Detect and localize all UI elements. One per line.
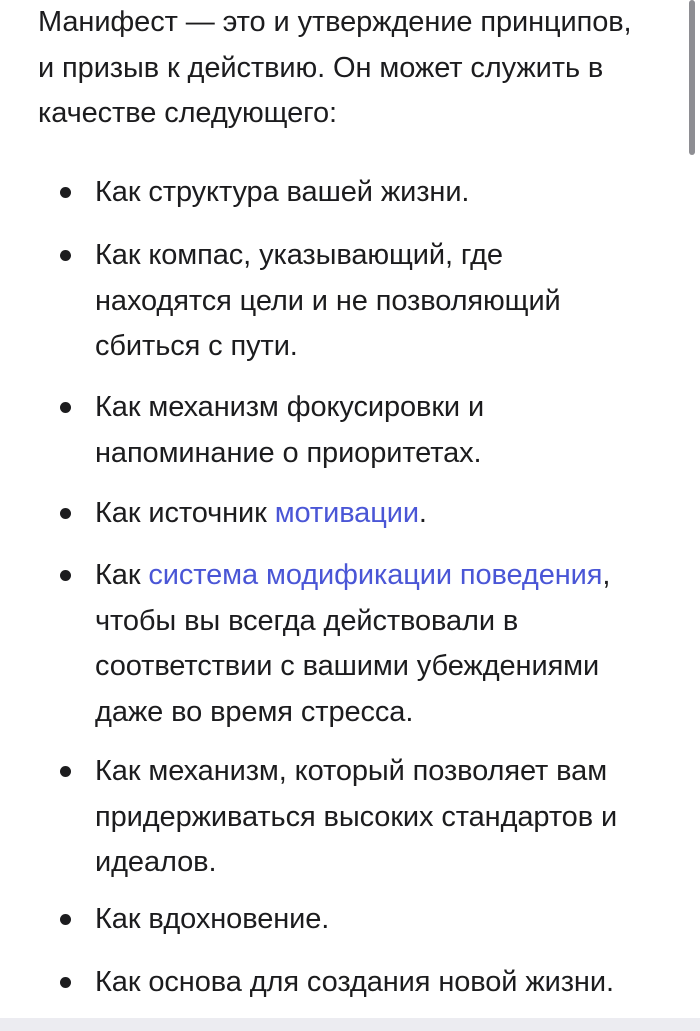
bullet-dot-icon [60, 766, 71, 777]
list-item-prefix: Как [95, 559, 149, 591]
list-item-line: напоминание о приоритетах. [95, 436, 482, 469]
list-item-line: Как механизм, который позволяет вам [95, 755, 608, 787]
bullet-dot-icon [60, 187, 71, 198]
bottom-toolbar-edge [0, 1018, 700, 1031]
list-item-line: придерживаться высоких стандартов и [95, 800, 618, 833]
bullet-dot-icon [60, 508, 71, 519]
intro-line: и призыв к действию. Он может служить в [38, 51, 604, 84]
list-item-line: чтобы вы всегда действовали в [95, 604, 519, 637]
intro-paragraph [38, 0, 678, 137]
list-item-text [95, 170, 685, 216]
list-item-text [95, 749, 685, 886]
bullet-dot-icon [60, 402, 71, 413]
motivation-link[interactable]: мотивации [274, 497, 419, 529]
list-item-line: даже во время стресса. [95, 695, 414, 728]
list-item-line: находятся цели и не позволяющий [95, 284, 561, 317]
bullet-dot-icon [60, 977, 71, 988]
list-item-text [95, 491, 685, 537]
list-item-suffix: . [418, 497, 427, 529]
list-item-text [95, 553, 685, 735]
bullet-dot-icon [60, 250, 71, 261]
list-item-line: сбиться с пути. [95, 330, 298, 362]
list-item-text [95, 385, 685, 476]
intro-line: Манифест — это и утверждение принципов, [38, 6, 632, 38]
list-item-text [95, 233, 685, 370]
list-item-line: Как структура вашей жизни. [95, 176, 470, 208]
intro-line: качестве следующего: [38, 97, 337, 129]
list-item-line: Как основа для создания новой жизни. [95, 966, 614, 998]
bullet-dot-icon [60, 570, 71, 581]
behavior-modification-link[interactable]: система модификации поведения [148, 559, 603, 591]
list-item-text [95, 960, 685, 1006]
list-item-suffix: , [602, 559, 611, 591]
scrollbar-thumb[interactable] [689, 0, 695, 155]
bullet-dot-icon [60, 914, 71, 925]
list-item-text [95, 897, 685, 943]
list-item-line: идеалов. [95, 846, 217, 878]
list-item-line: Как механизм фокусировки и [95, 391, 485, 423]
list-item-prefix: Как источник [95, 497, 275, 529]
list-item-line: соответствии с вашими убеждениями [95, 650, 600, 682]
list-item-line: Как вдохновение. [95, 903, 330, 935]
list-item-line: Как компас, указывающий, где [95, 239, 503, 271]
